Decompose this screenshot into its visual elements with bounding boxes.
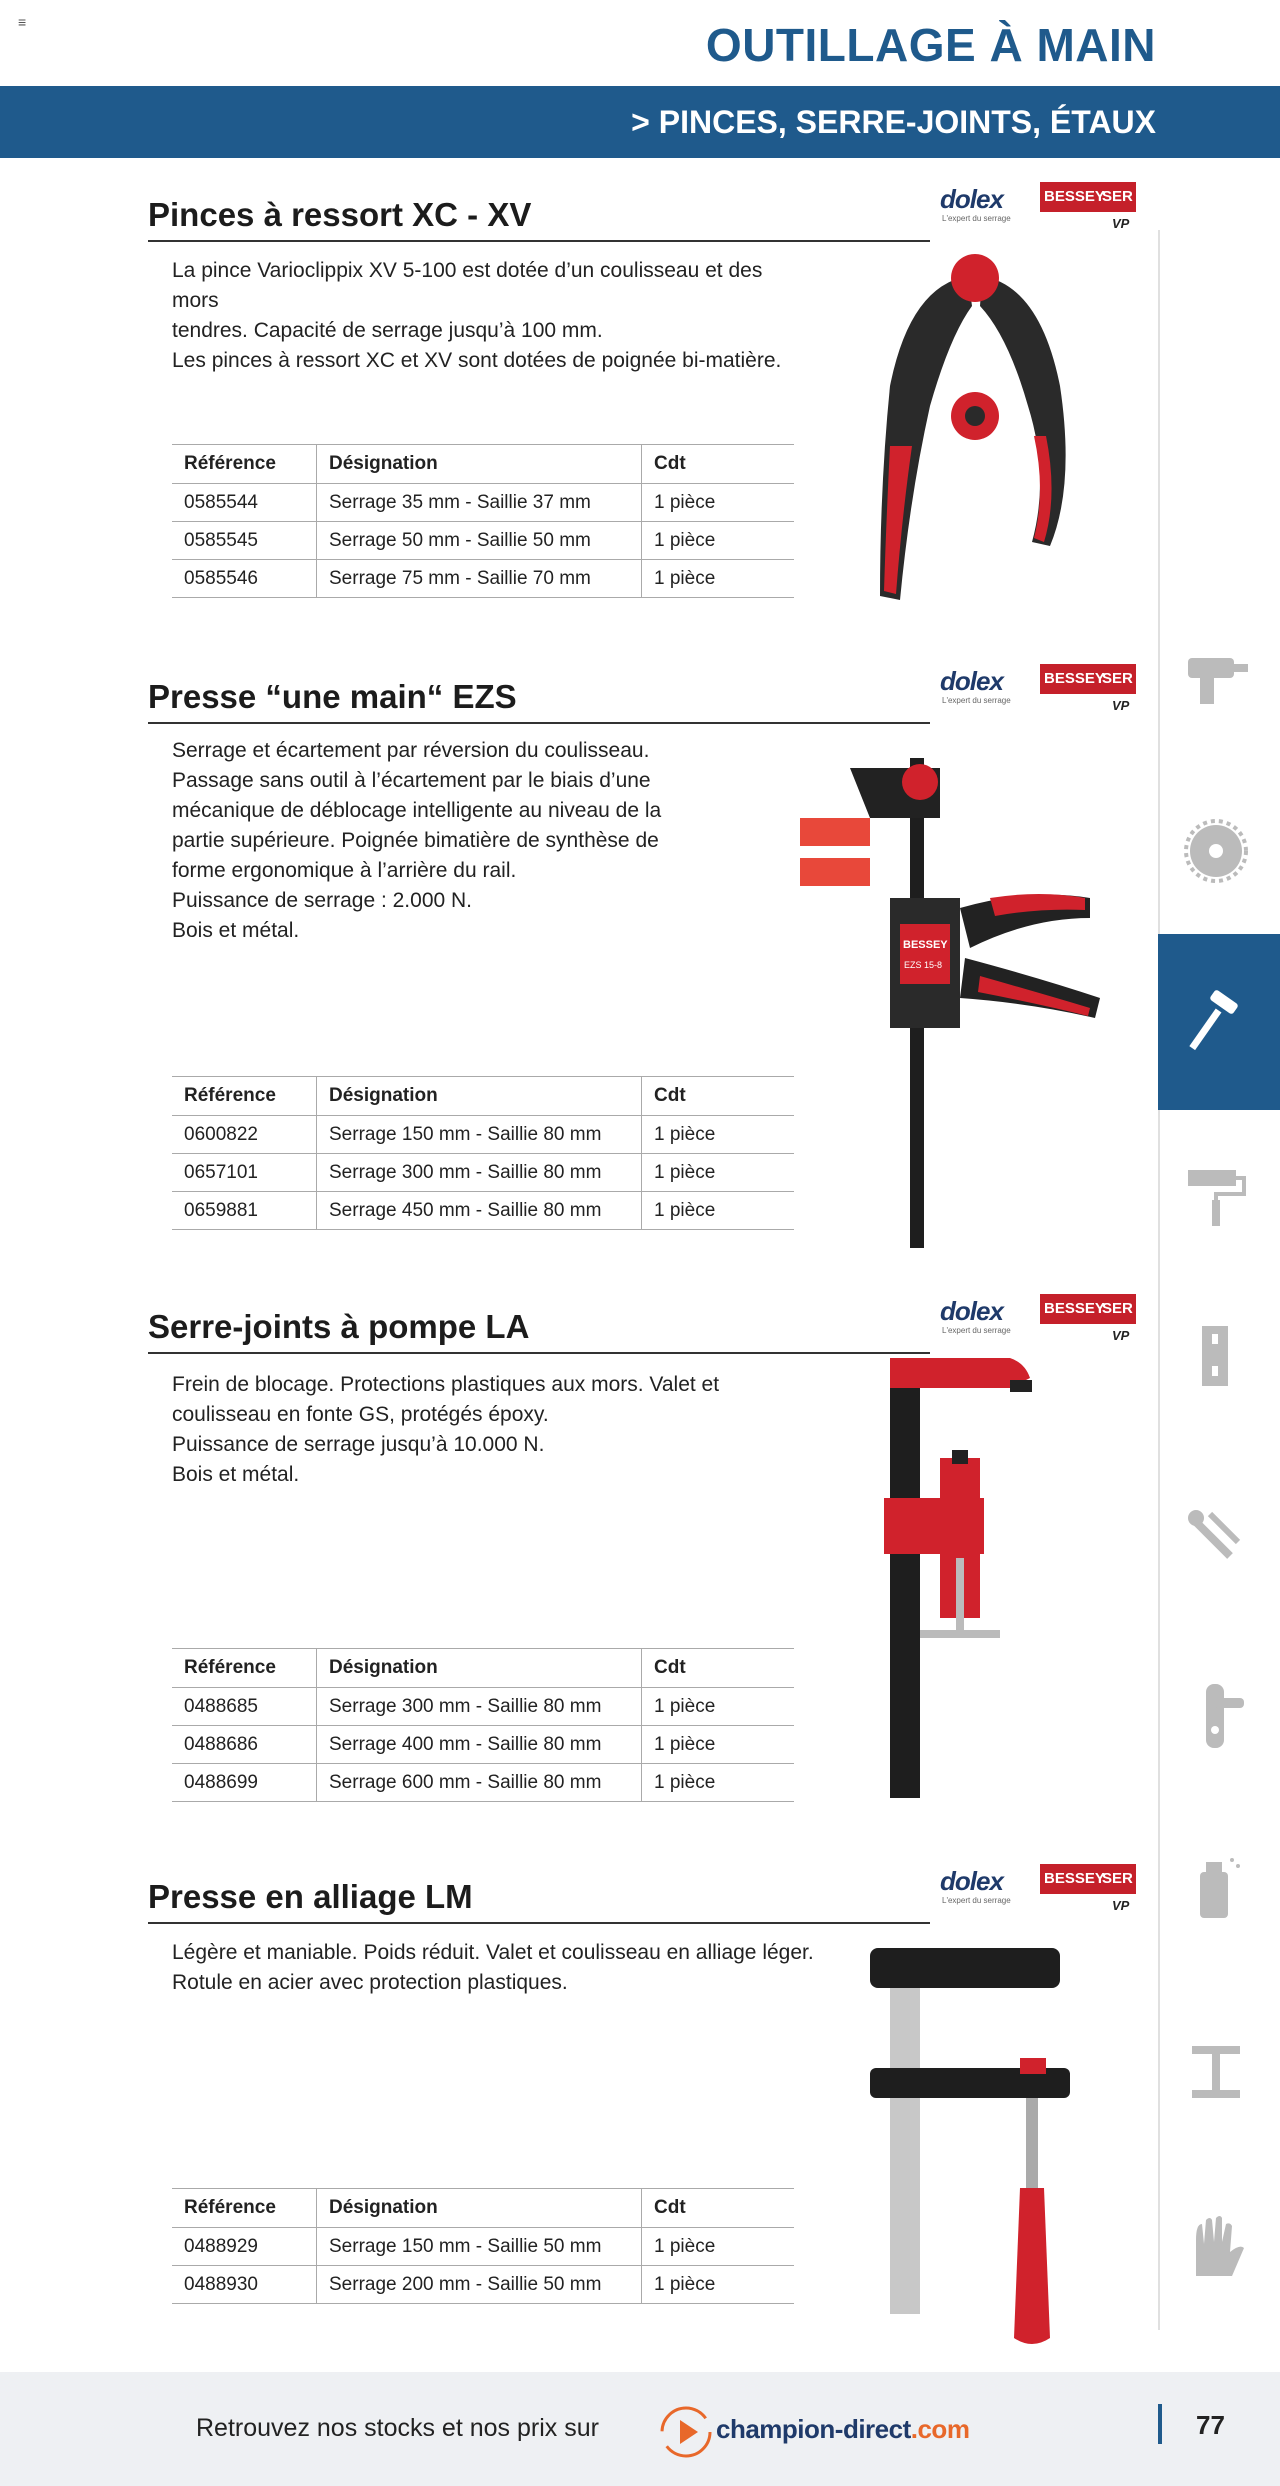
vp-mark: VP <box>1112 698 1130 713</box>
page-number: 77 <box>1196 2410 1225 2440</box>
reference-table <box>172 2188 794 2304</box>
section-description: Serrage et écartement par réversion du coulisseau. Passage sans outil à l’écartement par le biais d’une mécanique de déblocage intelligente au niveau de la partie supérieure. Poignée bimatière de synthèse de forme ergonomique à l’arrière du rail. Puissance de serrage : 2.000 N. Bois et métal. <box>172 739 662 942</box>
table-row: 0488685 Serrage 300 mm - Saillie 80 mm 1 pièce <box>172 1688 794 1726</box>
bessey-logo: BESSEY SER <box>1040 1294 1136 1324</box>
section-description: La pince Varioclippix XV 5-100 est dotée d’un coulisseau et des mors tendres. Capacité de serrage jusqu’à 100 mm. Les pinces à ressort XC et XV sont dotées de poignée bi-matière. <box>172 259 782 372</box>
bessey-logo: BESSEY SER <box>1040 664 1136 694</box>
table-header-row: Référence Désignation Cdt <box>172 445 794 484</box>
table-header-row: Référence Désignation Cdt <box>172 2189 794 2228</box>
bessey-logo: BESSEY SER <box>1040 1864 1136 1894</box>
table-header-row: Référence Désignation Cdt <box>172 1649 794 1688</box>
product-section-serre-joints <box>0 1296 1160 1848</box>
brand-name: dolex <box>940 1866 1003 1896</box>
website-link[interactable]: champion-direct.com <box>716 2414 970 2444</box>
footer <box>0 2372 1280 2486</box>
drill-icon[interactable] <box>1180 640 1252 712</box>
table-row: 0585545 Serrage 50 mm - Saillie 50 mm 1 pièce <box>172 522 794 560</box>
table-row: 0585544 Serrage 35 mm - Saillie 37 mm 1 pièce <box>172 484 794 522</box>
page-title: OUTILLAGE À MAIN <box>705 19 1156 71</box>
play-arrow-icon <box>658 2402 714 2462</box>
menu-icon[interactable]: ≡ <box>18 14 27 30</box>
brand-tagline: L'expert du serrage <box>942 1326 1011 1335</box>
brand-logo <box>940 1288 1138 1352</box>
footer-text: Retrouvez nos stocks et nos prix sur <box>196 2414 599 2442</box>
vp-mark: VP <box>1112 1328 1130 1343</box>
section-title: Presse “une main“ EZS <box>148 678 517 715</box>
alloy-clamp-image <box>860 1948 1080 2368</box>
one-hand-clamp-image <box>790 748 1110 1258</box>
section-title: Pinces à ressort XC - XV <box>148 196 532 233</box>
table-row: 0488699 Serrage 600 mm - Saillie 80 mm 1 pièce <box>172 1764 794 1802</box>
hammer-icon[interactable] <box>1180 986 1252 1058</box>
saw-blade-icon[interactable] <box>1180 815 1252 887</box>
door-handle-icon[interactable] <box>1180 1680 1252 1752</box>
brand-name: dolex <box>940 666 1003 696</box>
bessey-logo: BESSEY SER <box>1040 182 1136 212</box>
pump-clamp-image <box>860 1358 1060 1808</box>
product-section-presse-alliage <box>0 1866 1160 2358</box>
table-row: 0585546 Serrage 75 mm - Saillie 70 mm 1 pièce <box>172 560 794 598</box>
section-divider <box>148 240 930 242</box>
clamp-brand-label: BESSEY <box>903 939 948 951</box>
vp-mark: VP <box>1112 216 1130 231</box>
vp-mark: VP <box>1112 1898 1130 1913</box>
brand-tagline: L'expert du serrage <box>942 214 1011 223</box>
section-divider <box>148 1352 930 1354</box>
reference-table <box>172 1648 794 1802</box>
champion-direct-logo[interactable] <box>658 2402 998 2462</box>
section-description: Frein de blocage. Protections plastiques aux mors. Valet et coulisseau en fonte GS, protégés époxy. Puissance de serrage jusqu’à 10.000 N. Bois et métal. <box>172 1373 720 1486</box>
brand-name: dolex <box>940 1296 1003 1326</box>
section-divider <box>148 722 930 724</box>
screws-icon[interactable] <box>1180 1500 1252 1572</box>
reference-table <box>172 1076 794 1230</box>
brand-logo <box>940 1858 1138 1922</box>
table-row: 0488686 Serrage 400 mm - Saillie 80 mm 1 pièce <box>172 1726 794 1764</box>
section-description: Légère et maniable. Poids réduit. Valet et coulisseau en alliage léger. Rotule en acier avec protection plastiques. <box>172 1941 814 1994</box>
clamp-model-label: EZS 15-8 <box>904 960 943 970</box>
section-title: Presse en alliage LM <box>148 1878 473 1915</box>
section-title: Serre-joints à pompe LA <box>148 1308 530 1345</box>
brand-tagline: L'expert du serrage <box>942 696 1011 705</box>
paint-roller-icon[interactable] <box>1180 1160 1252 1232</box>
brand-logo <box>940 176 1138 240</box>
table-row: 0659881 Serrage 450 mm - Saillie 80 mm 1 pièce <box>172 1192 794 1230</box>
table-header-row: Référence Désignation Cdt <box>172 1077 794 1116</box>
category-breadcrumb: > PINCES, SERRE-JOINTS, ÉTAUX <box>631 104 1156 140</box>
spray-can-icon[interactable] <box>1180 1850 1252 1922</box>
table-row: 0600822 Serrage 150 mm - Saillie 80 mm 1 pièce <box>172 1116 794 1154</box>
sidebar-divider <box>1158 230 1160 2330</box>
page-number-divider <box>1158 2404 1162 2444</box>
product-section-presse-une-main <box>0 666 1160 1268</box>
product-section-pinces <box>0 184 1160 636</box>
table-row: 0488930 Serrage 200 mm - Saillie 50 mm 1 pièce <box>172 2266 794 2304</box>
spring-clamp-image <box>850 246 1110 616</box>
table-row: 0657101 Serrage 300 mm - Saillie 80 mm 1 pièce <box>172 1154 794 1192</box>
brand-logo <box>940 658 1138 722</box>
reference-table <box>172 444 794 598</box>
steel-beam-icon[interactable] <box>1180 2036 1252 2108</box>
category-banner <box>0 86 1280 158</box>
section-divider <box>148 1922 930 1924</box>
brand-name: dolex <box>940 184 1003 214</box>
table-row: 0488929 Serrage 150 mm - Saillie 50 mm 1 pièce <box>172 2228 794 2266</box>
gloves-icon[interactable] <box>1180 2210 1252 2282</box>
brand-tagline: L'expert du serrage <box>942 1896 1011 1905</box>
door-hinge-icon[interactable] <box>1180 1320 1252 1392</box>
